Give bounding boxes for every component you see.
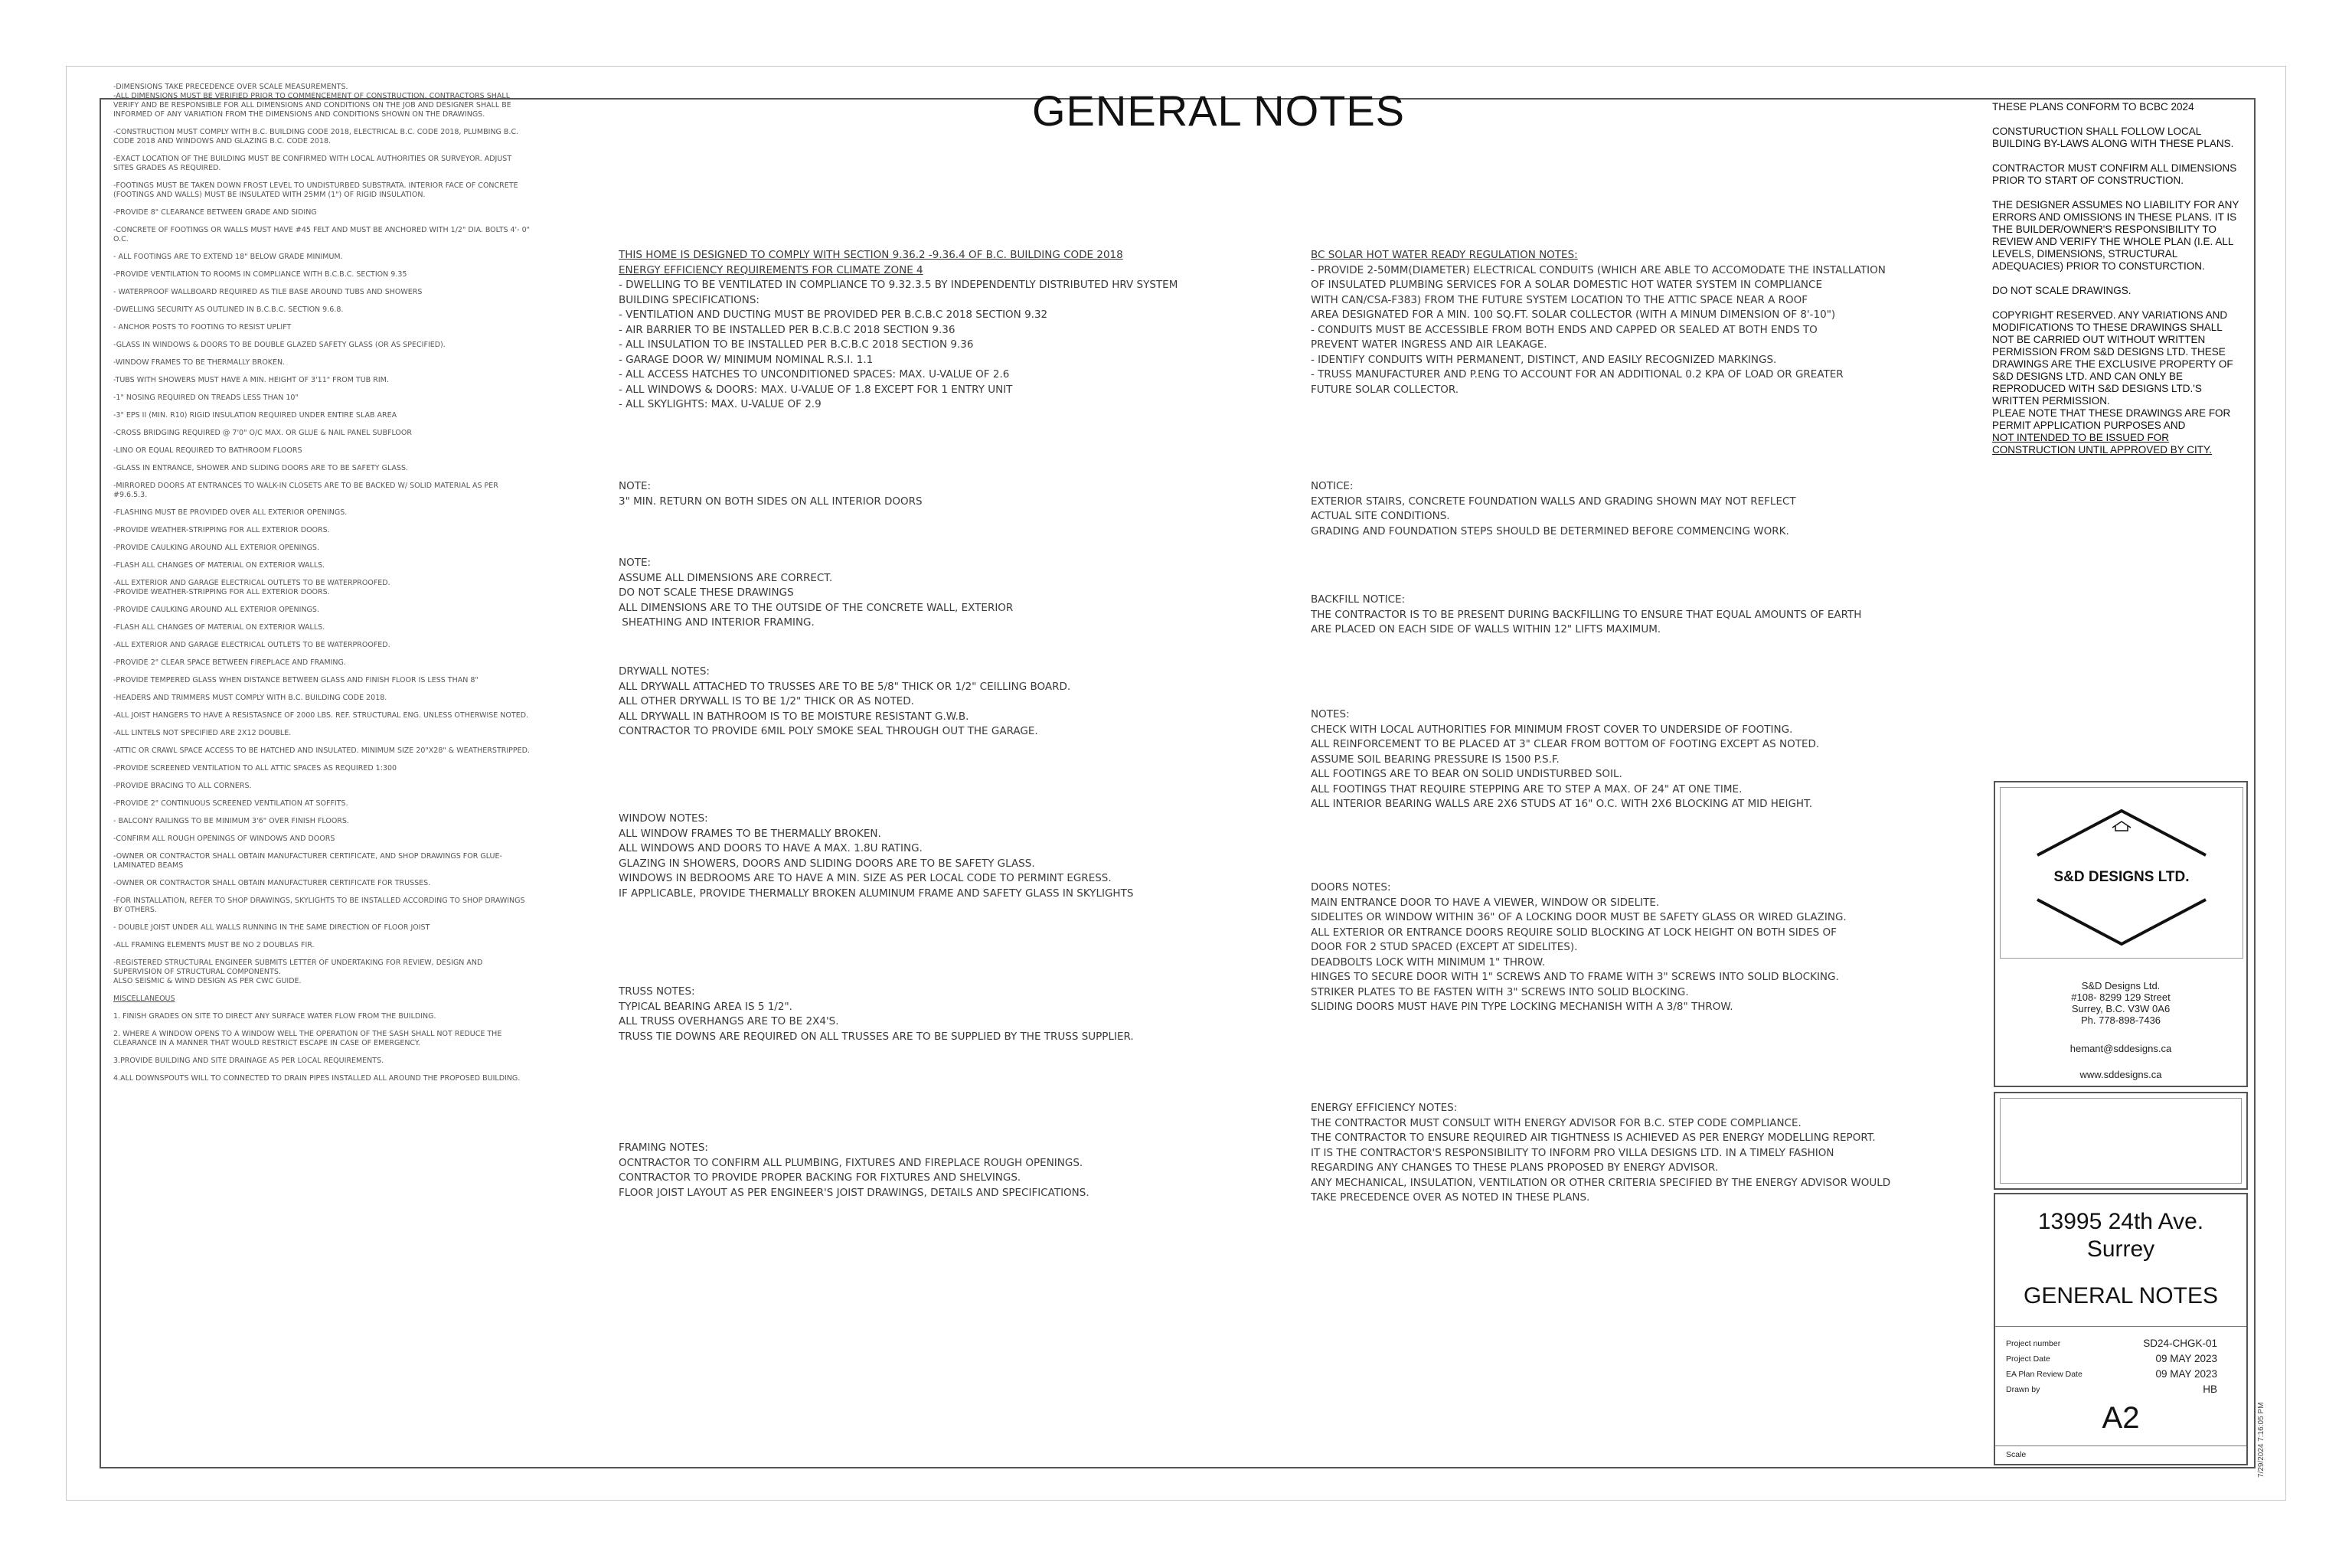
general-note-item: -DWELLING SECURITY AS OUTLINED IN B.C.B.C. SECTION 9.6.8. [113,305,344,314]
general-note-item: - DOUBLE JOIST UNDER ALL WALLS RUNNING IN THE SAME DIRECTION OF FLOOR JOIST [113,923,430,932]
copyright-text: COPYRIGHT RESERVED. ANY VARIATIONS AND MODIFICATIONS TO THESE DRAWINGS SHALL NOT BE CARRIED OUT WITHOUT WRITTEN PERMISSION FROM S&D DESIGNS LTD. THESE DRAWINGS ARE THE EXCLUSIVE PROPERTY OF S&D DESIGNS LTD. AND CAN ONLY BE REPRODUCED WITH S&D DESIGNS LTD.'S WRITTEN PERMISSION. [1992,309,2233,407]
meta-value: SD24-CHGK-01 [2143,1338,2217,1349]
note-line: TAKE PRECEDENCE OVER AS NOTED IN THESE PLANS. [1311,1191,1590,1204]
note-line: IT IS THE CONTRACTOR'S RESPONSIBILITY TO INFORM PRO VILLA DESIGNS LTD. IN A TIMELY FASHION [1311,1146,1834,1159]
general-note-item: -PROVIDE CAULKING AROUND ALL EXTERIOR OPENINGS. [113,606,319,614]
general-note-item: -LINO OR EQUAL REQUIRED TO BATHROOM FLOORS [113,446,302,455]
meta-label: Project Date [2006,1354,2050,1364]
misc-note-item: 4.ALL DOWNSPOUTS WILL TO CONNECTED TO DRAIN PIPES INSTALLED ALL AROUND THE PROPOSED BUILDING. [113,1074,521,1083]
general-note-item: - WATERPROOF WALLBOARD REQUIRED AS TILE BASE AROUND TUBS AND SHOWERS [113,288,423,296]
meta-row-project-number [2006,1337,2236,1351]
note-line: BUILDING SPECIFICATIONS: [619,293,760,306]
note-line: DOOR FOR 2 STUD SPACED (EXCEPT AT SIDELITES). [1311,941,1578,953]
doors-lines [1311,896,1969,1015]
window-notes-block [619,812,1246,901]
project-street: 13995 24th Ave. [2037,1209,2204,1234]
footing-lines [1311,723,1969,812]
general-note-item: -PROVIDE SCREENED VENTILATION TO ALL ATTIC SPACES AS REQUIRED 1:300 [113,764,397,773]
company-email[interactable]: hemant@sddesigns.ca [2069,1043,2172,1054]
drywall-lines [619,680,1246,740]
energy-heading-1: THIS HOME IS DESIGNED TO COMPLY WITH SECTION 9.36.2 -9.36.4 OF B.C. BUILDING CODE 2018 [619,249,1123,261]
divider [1995,1326,2246,1327]
company-phone: Ph. 778-898-7436 [2080,1014,2161,1026]
drywall-heading: DRYWALL NOTES: [619,665,710,678]
general-note-item: -OWNER OR CONTRACTOR SHALL OBTAIN MANUFACTURER CERTIFICATE FOR TRUSSES. [113,879,431,887]
general-note-item: -PROVIDE VENTILATION TO ROOMS IN COMPLIANCE WITH B.C.B.C. SECTION 9.35 [113,270,407,279]
framing-notes-block [619,1141,1246,1200]
note-line: SIDELITES OR WINDOW WITHIN 36" OF A LOCKING DOOR MUST BE SAFETY GLASS OR WIRED GLAZING. [1311,911,1847,923]
note-line: 3" MIN. RETURN ON BOTH SIDES ON ALL INTERIOR DOORS [619,495,923,508]
framing-lines [619,1156,1246,1201]
general-note-item: -GLASS IN WINDOWS & DOORS TO BE DOUBLE GLAZED SAFETY GLASS (OR AS SPECIFIED). [113,341,446,349]
note-line: - DWELLING TO BE VENTILATED IN COMPLIANCE TO 9.32.3.5 BY INDEPENDENTLY DISTRIBUTED HRV SYSTEM [619,279,1178,291]
general-note-item: -GLASS IN ENTRANCE, SHOWER AND SLIDING DOORS ARE TO BE SAFETY GLASS. [113,464,409,472]
meta-row-drawn-by [2006,1383,2236,1396]
energy-heading-2: ENERGY EFFICIENCY REQUIREMENTS FOR CLIMATE ZONE 4 [619,263,923,276]
company-city: Surrey, B.C. V3W 0A6 [2071,1003,2171,1014]
general-note-item: -PROVIDE CAULKING AROUND ALL EXTERIOR OPENINGS. [113,544,319,552]
note-line: MAIN ENTRANCE DOOR TO HAVE A VIEWER, WINDOW OR SIDELITE. [1311,896,1660,909]
note-line: REGARDING ANY CHANGES TO THESE PLANS PROPOSED BY ENERGY ADVISOR. [1311,1161,1719,1174]
disclaimer-item: THE DESIGNER ASSUMES NO LIABILITY FOR ANY ERRORS AND OMISSIONS IN THESE PLANS. IT IS THE BUILDER/OWNER'S RESPONSIBILITY TO REVIEW AND VERIFY THE WHOLE PLAN (I.E. ALL LEVELS, DIMENSIONS, STRUCTURAL ADEQUACIES) PRIOR TO CONSTURCTION. [1992,199,2239,272]
truss-heading: TRUSS NOTES: [619,985,695,998]
sheet-number: A2 [2102,1401,2140,1435]
note-line: - ALL INSULATION TO BE INSTALLED PER B.C.B.C 2018 SECTION 9.36 [619,338,974,351]
general-note-item: -CONSTRUCTION MUST COMPLY WITH B.C. BUILDING CODE 2018, ELECTRICAL B.C. CODE 2018, PLUMBING B.C. CODE 2018 AND WINDOWS AND GLAZING B.C. CODE 2018. [113,128,519,145]
project-address [1995,1208,2246,1263]
note-line: ALL OTHER DRYWALL IS TO BE 1/2" THICK OR AS NOTED. [619,695,914,707]
general-note-item: -OWNER OR CONTRACTOR SHALL OBTAIN MANUFACTURER CERTIFICATE, AND SHOP DRAWINGS FOR GLUE-LAMINATED BEAMS [113,852,502,870]
project-city: Surrey [2086,1236,2155,1262]
note-line: ACTUAL SITE CONDITIONS. [1311,510,1450,522]
logo-text: S&D DESIGNS LTD. [2053,869,2190,885]
general-note-item: -ALL EXTERIOR AND GARAGE ELECTRICAL OUTLETS TO BE WATERPROOFED. -PROVIDE WEATHER-STRIPPING FOR ALL EXTERIOR DOORS. [113,579,390,596]
general-note-item: -CROSS BRIDGING REQUIRED @ 7'0" O/C MAX. OR GLUE & NAIL PANEL SUBFLOOR [113,429,412,437]
note-line: ALL DRYWALL ATTACHED TO TRUSSES ARE TO BE 5/8" THICK OR 1/2" CEILLING BOARD. [619,680,1071,693]
meta-label: Drawn by [2006,1385,2040,1394]
disclaimer-column [1992,101,2246,469]
company-name: S&D Designs Ltd. [2081,980,2161,991]
meta-label: EA Plan Review Date [2006,1370,2082,1379]
disclaimer-item: CONSTURUCTION SHALL FOLLOW LOCAL BUILDING BY-LAWS ALONG WITH THESE PLANS. [1992,126,2234,149]
note-line: ALL WINDOW FRAMES TO BE THERMALLY BROKEN. [619,827,881,840]
note-heading: NOTE: [619,557,652,569]
note-line: - ALL WINDOWS & DOORS: MAX. U-VALUE OF 1.8 EXCEPT FOR 1 ENTRY UNIT [619,383,1013,396]
note-line: - IDENTIFY CONDUITS WITH PERMANENT, DISTINCT, AND EASILY RECOGNIZED MARKINGS. [1311,353,1777,366]
note-heading: NOTE: [619,480,652,492]
note-line: AREA DESIGNATED FOR A MIN. 100 SQ.FT. SOLAR COLLECTOR (WITH A MINUM DIMENSION OF 8'-10") [1311,309,1836,321]
note-line: - ALL SKYLIGHTS: MAX. U-VALUE OF 2.9 [619,398,822,410]
general-note-item: -DIMENSIONS TAKE PRECEDENCE OVER SCALE MEASUREMENTS. -ALL DIMENSIONS MUST BE VERIFIED PRIOR TO COMMENCEMENT OF CONSTRUCTION. CONTRACTORS SHALL VERIFY AND BE RESPONSIBLE FOR ALL DIMENSIONS AND CONDITIONS ON THE JOB AND DESIGNER SHALL BE INFORMED OF ANY VARIATION FROM THE DIMENSIONS AND CONDITIONS SHOWN ON THE DRAWINGS. [113,83,511,119]
note-line: CONTRACTOR TO PROVIDE PROPER BACKING FOR FIXTURES AND SHELVINGS. [619,1171,1021,1184]
company-website[interactable]: www.sddesigns.ca [2079,1069,2162,1080]
note-line: TYPICAL BEARING AREA IS 5 1/2". [619,1000,792,1013]
general-note-item: - ALL FOOTINGS ARE TO EXTEND 18" BELOW GRADE MINIMUM. [113,253,343,261]
general-note-item: -PROVIDE 8" CLEARANCE BETWEEN GRADE AND SIDING [113,208,317,217]
note-line: THE CONTRACTOR MUST CONSULT WITH ENERGY ADVISOR FOR B.C. STEP CODE COMPLIANCE. [1311,1116,1802,1129]
energy-eff-lines [1311,1116,1969,1206]
note-line: CHECK WITH LOCAL AUTHORITIES FOR MINIMUM FROST COVER TO UNDERSIDE OF FOOTING. [1311,723,1793,736]
misc-note-item: 3.PROVIDE BUILDING AND SITE DRAINAGE AS PER LOCAL REQUIREMENTS. [113,1057,384,1065]
meta-value: 09 MAY 2023 [2155,1353,2217,1364]
solar-heading: BC SOLAR HOT WATER READY REGULATION NOTES: [1311,249,1578,261]
misc-note-item: 2. WHERE A WINDOW OPENS TO A WINDOW WELL THE OPERATION OF THE SASH SHALL NOT REDUCE THE CLEARANCE IN A MANNER THAT WOULD RESTRICT ESCAPE IN CASE OF EMERGENCY. [113,1030,502,1047]
energy-efficiency-block [1311,1101,1969,1206]
doors-notes-block [1311,880,1969,1015]
general-note-item: -PROVIDE WEATHER-STRIPPING FOR ALL EXTERIOR DOORS. [113,526,330,534]
general-note-item: -ALL FRAMING ELEMENTS MUST BE NO 2 DOUBLAS FIR. [113,941,315,949]
disclaimer-item: THESE PLANS CONFORM TO BCBC 2024 [1992,101,2194,113]
note-line: ALL EXTERIOR OR ENTRANCE DOORS REQUIRE SOLID BLOCKING AT LOCK HEIGHT ON BOTH SIDES OF [1311,926,1837,939]
meta-row-project-date [2006,1352,2236,1366]
doors-heading: DOORS NOTES: [1311,881,1391,893]
note-line: PREVENT WATER INGRESS AND AIR LEAKAGE. [1311,338,1547,351]
general-note-item: -3" EPS II (MIN. R10) RIGID INSULATION REQUIRED UNDER ENTIRE SLAB AREA [113,411,397,420]
note-line: THE CONTRACTOR TO ENSURE REQUIRED AIR TIGHTNESS IS ACHIEVED AS PER ENERGY MODELLING REPORT. [1311,1132,1876,1144]
note-line: FLOOR JOIST LAYOUT AS PER ENGINEER'S JOIST DRAWINGS, DETAILS AND SPECIFICATIONS. [619,1186,1089,1199]
notice-lines [1311,495,1969,540]
note-line: ARE PLACED ON EACH SIDE OF WALLS WITHIN 12" LIFTS MAXIMUM. [1311,623,1661,635]
footing-notes-block [1311,707,1969,812]
sheet-title: GENERAL NOTES [2024,1283,2218,1308]
misc-note-item: 1. FINISH GRADES ON SITE TO DIRECT ANY SURFACE WATER FLOW FROM THE BUILDING. [113,1012,436,1021]
note-line: WINDOWS IN BEDROOMS ARE TO HAVE A MIN. SIZE AS PER LOCAL CODE TO PERMINT EGRESS. [619,872,1112,884]
general-note-item: -ALL LINTELS NOT SPECIFIED ARE 2X12 DOUBLE. [113,729,292,737]
note-line: ALL REINFORCEMENT TO BE PLACED AT 3" CLEAR FROM BOTTOM OF FOOTING EXCEPT AS NOTED. [1311,738,1820,750]
general-note-item: -MIRRORED DOORS AT ENTRANCES TO WALK-IN CLOSETS ARE TO BE BACKED W/ SOLID MATERIAL AS PER #9.6.5.3. [113,482,498,499]
note-dimensions-block [619,556,1246,631]
note-line: SHEATHING AND INTERIOR FRAMING. [619,616,815,629]
permit-note-underlined: NOT INTENDED TO BE ISSUED FOR CONSTRUCTION UNTIL APPROVED BY CITY. [1992,432,2213,456]
backfill-lines [1311,608,1969,638]
energy-requirements-block [619,248,1246,413]
general-note-item: -PROVIDE 2" CLEAR SPACE BETWEEN FIREPLACE AND FRAMING. [113,658,346,667]
general-note-item: -FLASHING MUST BE PROVIDED OVER ALL EXTERIOR OPENINGS. [113,508,348,517]
note-line: CONTRACTOR TO PROVIDE 6MIL POLY SMOKE SEAL THROUGH OUT THE GARAGE. [619,725,1038,737]
footing-heading: NOTES: [1311,708,1350,720]
note-line: SLIDING DOORS MUST HAVE PIN TYPE LOCKING MECHANISH WITH A 3/8" THROW. [1311,1001,1733,1013]
note-line: EXTERIOR STAIRS, CONCRETE FOUNDATION WALLS AND GRADING SHOWN MAY NOT REFLECT [1311,495,1796,508]
note-line: GLAZING IN SHOWERS, DOORS AND SLIDING DOORS ARE TO BE SAFETY GLASS. [619,857,1035,870]
title-block [1994,1193,2248,1465]
solar-notes-block [1311,248,1969,397]
window-heading: WINDOW NOTES: [619,812,708,825]
note-line: - TRUSS MANUFACTURER AND P.ENG TO ACCOUNT FOR AN ADDITIONAL 0.2 KPA OF LOAD OR GREATER [1311,368,1844,381]
backfill-heading: BACKFILL NOTICE: [1311,593,1406,606]
revision-box-inner [2000,1098,2242,1184]
note-line: - CONDUITS MUST BE ACCESSIBLE FROM BOTH ENDS AND CAPPED OR SEALED AT BOTH ENDS TO [1311,323,1818,336]
note-return-lines [619,495,1246,510]
note-return-block [619,479,1246,509]
page-title: GENERAL NOTES [1032,87,1406,135]
general-note-item: -HEADERS AND TRIMMERS MUST COMPLY WITH B.C. BUILDING CODE 2018. [113,694,387,702]
meta-value: HB [2203,1383,2217,1395]
note-line: ANY MECHANICAL, INSULATION, VENTILATION OR OTHER CRITERIA SPECIFIED BY THE ENERGY ADVISOR WOULD [1311,1176,1891,1189]
note-line: DEADBOLTS LOCK WITH MINIMUM 1" THROW. [1311,956,1545,969]
note-line: - GARAGE DOOR W/ MINIMUM NOMINAL R.S.I. 1.1 [619,353,874,366]
general-note-item: -CONCRETE OF FOOTINGS OR WALLS MUST HAVE #45 FELT AND MUST BE ANCHORED WITH 1/2" DIA. BOLTS 4'- 0" O.C. [113,226,531,243]
general-note-item: -TUBS WITH SHOWERS MUST HAVE A MIN. HEIGHT OF 3'11" FROM TUB RIM. [113,376,389,384]
note-line: - ALL ACCESS HATCHES TO UNCONDITIONED SPACES: MAX. U-VALUE OF 2.6 [619,368,1010,381]
note-line: ALL DRYWALL IN BATHROOM IS TO BE MOISTURE RESISTANT G.W.B. [619,710,969,723]
note-line: - VENTILATION AND DUCTING MUST BE PROVIDED PER B.C.B.C 2018 SECTION 9.32 [619,309,1048,321]
company-address [1995,980,2246,1026]
note-line: HINGES TO SECURE DOOR WITH 1" SCREWS AND TO FRAME WITH 3" SCREWS INTO SOLID BLOCKING. [1311,971,1839,983]
general-note-item: -ALL EXTERIOR AND GARAGE ELECTRICAL OUTLETS TO BE WATERPROOFED. [113,641,390,649]
general-note-item: -WINDOW FRAMES TO BE THERMALLY BROKEN. [113,358,286,367]
meta-label: Project number [2006,1339,2061,1348]
truss-lines [619,1000,1246,1045]
disclaimer-item: CONTRACTOR MUST CONFIRM ALL DIMENSIONS PRIOR TO START OF CONSTRUCTION. [1992,162,2237,186]
general-note-item: -FOR INSTALLATION, REFER TO SHOP DRAWINGS, SKYLIGHTS TO BE INSTALLED ACCORDING TO SHOP DRAWINGS BY OTHERS. [113,897,525,914]
note-line: ASSUME ALL DIMENSIONS ARE CORRECT. [619,571,833,584]
note-line: IF APPLICABLE, PROVIDE THERMALLY BROKEN ALUMINUM FRAME AND SAFETY GLASS IN SKYLIGHTS [619,887,1134,900]
general-note-item: -PROVIDE 2" CONTINUOUS SCREENED VENTILATION AT SOFFITS. [113,799,348,808]
note-line: ALL FOOTINGS THAT REQUIRE STEPPING ARE TO STEP A MAX. OF 24" AT ONE TIME. [1311,782,1743,795]
note-line: ALL INTERIOR BEARING WALLS ARE 2X6 STUDS AT 16" O.C. WITH 2X6 BLOCKING AT MID HEIGHT. [1311,798,1812,810]
note-line: DO NOT SCALE THESE DRAWINGS [619,586,794,599]
meta-value: 09 MAY 2023 [2155,1368,2217,1380]
misc-title: MISCELLANEOUS [113,995,175,1003]
energy-lines [619,278,1246,413]
general-note-item: -FLASH ALL CHANGES OF MATERIAL ON EXTERIOR WALLS. [113,623,325,632]
general-note-item: -REGISTERED STRUCTURAL ENGINEER SUBMITS LETTER OF UNDERTAKING FOR REVIEW, DESIGN AND SUPERVISION OF STRUCTURAL COMPONENTS. ALSO SEISMIC & WIND DESIGN AS PER CWC GUIDE. [113,959,483,985]
notice-heading: NOTICE: [1311,480,1354,492]
note-line: FUTURE SOLAR COLLECTOR. [1311,383,1459,396]
revision-box [1994,1092,2248,1190]
drywall-notes-block [619,665,1246,740]
backfill-notice-block [1311,593,1969,638]
general-note-item: -FLASH ALL CHANGES OF MATERIAL ON EXTERIOR WALLS. [113,561,325,570]
framing-heading: FRAMING NOTES: [619,1142,708,1154]
window-lines [619,827,1246,902]
general-note-item: -PROVIDE BRACING TO ALL CORNERS. [113,782,252,790]
note-line: - PROVIDE 2-50MM(DIAMETER) ELECTRICAL CONDUITS (WHICH ARE ABLE TO ACCOMODATE THE INSTALLATION [1311,263,1886,276]
note-line: GRADING AND FOUNDATION STEPS SHOULD BE DETERMINED BEFORE COMMENCING WORK. [1311,524,1789,537]
general-note-item: -PROVIDE TEMPERED GLASS WHEN DISTANCE BETWEEN GLASS AND FINISH FLOOR IS LESS THAN 8" [113,676,479,684]
notice-block [1311,479,1969,539]
company-street: #108- 8299 129 Street [2071,991,2171,1003]
general-note-item: -ATTIC OR CRAWL SPACE ACCESS TO BE HATCHED AND INSULATED. MINIMUM SIZE 20"X28" & WEATHERSTRIPPED. [113,746,530,755]
company-logo [2000,787,2243,959]
scale-label: Scale [2006,1450,2027,1459]
general-note-item: - BALCONY RAILINGS TO BE MINIMUM 3'6" OVER FINISH FLOORS. [113,817,349,825]
general-note-item: -CONFIRM ALL ROUGH OPENINGS OF WINDOWS AND DOORS [113,835,335,843]
general-notes-list [113,83,533,1092]
truss-notes-block [619,985,1246,1044]
note-line: ALL FOOTINGS ARE TO BEAR ON SOLID UNDISTURBED SOIL. [1311,768,1622,780]
permit-note: PLEAE NOTE THAT THESE DRAWINGS ARE FOR PERMIT APPLICATION PURPOSES AND [1992,407,2231,431]
print-timestamp: 7/29/2024 7:16:05 PM [2257,1402,2265,1478]
note-line: ASSUME SOIL BEARING PRESSURE IS 1500 P.S.F. [1311,753,1560,766]
logo-graphic [2001,788,2243,958]
note-line: OF INSULATED PLUMBING SERVICES FOR A SOLAR DOMESTIC HOT WATER SYSTEM IN COMPLIANCE [1311,279,1822,291]
company-info-box [1994,781,2248,1087]
note-line: TRUSS TIE DOWNS ARE REQUIRED ON ALL TRUSSES ARE TO BE SUPPLIED BY THE TRUSS SUPPLIER. [619,1030,1134,1043]
note-line: ALL DIMENSIONS ARE TO THE OUTSIDE OF THE CONCRETE WALL, EXTERIOR [619,601,1014,614]
energy-eff-heading: ENERGY EFFICIENCY NOTES: [1311,1102,1458,1114]
general-note-item: - ANCHOR POSTS TO FOOTING TO RESIST UPLIFT [113,323,292,332]
general-note-item: -EXACT LOCATION OF THE BUILDING MUST BE CONFIRMED WITH LOCAL AUTHORITIES OR SURVEYOR. ADJUST SITES GRADES AS REQUIRED. [113,155,512,172]
general-note-item: -ALL JOIST HANGERS TO HAVE A RESISTASNCE OF 2000 LBS. REF. STRUCTURAL ENG. UNLESS OTHERWISE NOTED. [113,711,529,720]
note-dimensions-lines [619,571,1246,631]
solar-lines [1311,263,1969,398]
note-line: ALL WINDOWS AND DOORS TO HAVE A MAX. 1.8U RATING. [619,842,923,854]
general-note-item: -1" NOSING REQUIRED ON TREADS LESS THAN 10" [113,394,299,402]
note-line: OCNTRACTOR TO CONFIRM ALL PLUMBING, FIXTURES AND FIREPLACE ROUGH OPENINGS. [619,1156,1083,1169]
general-note-item: -FOOTINGS MUST BE TAKEN DOWN FROST LEVEL TO UNDISTURBED SUBSTRATA. INTERIOR FACE OF CONCRETE (FOOTINGS AND WALLS) MUST BE INSULATED WITH 25MM (1") OF RIGID INSULATION. [113,181,518,199]
note-line: - AIR BARRIER TO BE INSTALLED PER B.C.B.C 2018 SECTION 9.36 [619,323,956,336]
meta-row-review-date [2006,1367,2236,1381]
note-line: STRIKER PLATES TO BE FASTEN WITH 3" SCREWS INTO SOLID BLOCKING. [1311,985,1689,998]
note-line: THE CONTRACTOR IS TO BE PRESENT DURING BACKFILLING TO ENSURE THAT EQUAL AMOUNTS OF EARTH [1311,608,1862,621]
note-line: WITH CAN/CSA-F383) FROM THE FUTURE SYSTEM LOCATION TO THE ATTIC SPACE NEAR A ROOF [1311,293,1808,306]
disclaimer-item: DO NOT SCALE DRAWINGS. [1992,285,2132,296]
note-line: ALL TRUSS OVERHANGS ARE TO BE 2X4'S. [619,1015,839,1027]
